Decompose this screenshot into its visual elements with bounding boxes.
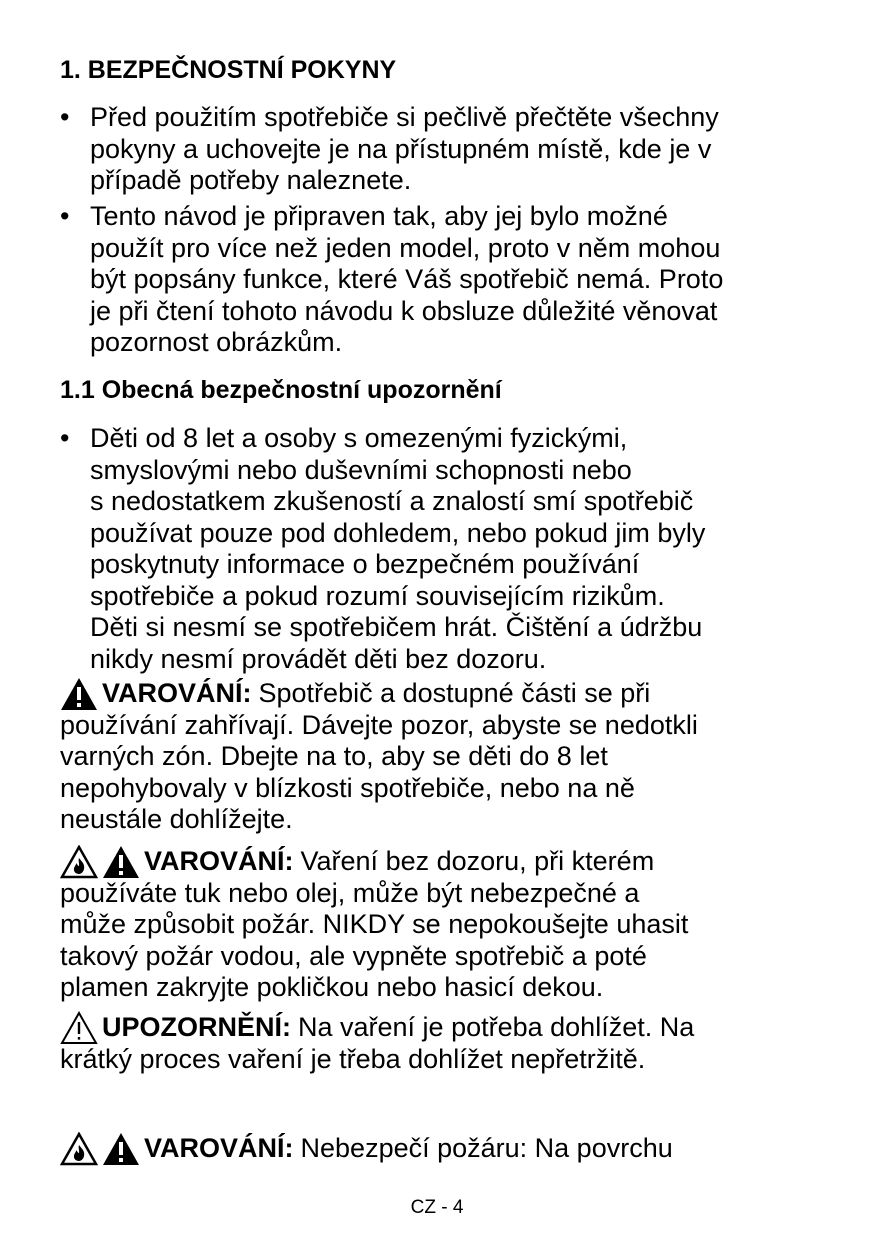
fire-hazard-icon [60,845,98,879]
subsection-heading: 1.1 Obecná bezpečnostní upozornění [60,376,502,404]
bullet-text [90,423,705,675]
warning-label: VAROVÁNÍ: [144,1133,294,1163]
warning-icon [60,677,98,711]
warning-text: Vaření bez dozoru, při kterém [300,846,655,876]
warning-text: Nebezpečí požáru: Na povrchu [300,1133,673,1163]
text-line: být popsány funkce, které Váš spotřebič nemá. Proto [90,264,724,294]
warning-paragraph [60,846,688,1004]
text-line: používání zahřívají. Dávejte pozor, abyste se nedotkli [60,709,698,740]
caution-icon [60,1011,98,1045]
text-line: nepohybovaly v blízkosti spotřebiče, nebo na ně [60,772,635,803]
caution-label: UPOZORNĚNÍ: [102,1012,291,1042]
caution-paragraph [60,1012,694,1075]
text-line: takový požár vodou, ale vypněte spotřebič a poté [60,940,647,971]
text-line: s nedostatkem zkušeností a znalostí smí spotřebič [90,486,694,516]
warning-icon [102,845,140,879]
text-line: Před použitím spotřebiče si pečlivě přečtěte všechny [90,102,719,132]
warning-paragraph [60,1133,673,1165]
text-line: krátký proces vaření je třeba dohlížet nepřetržitě. [60,1043,646,1074]
text-line: pokyny a uchovejte je na přístupném místě, kde je v [90,133,712,164]
bullet-symbol: • [60,201,70,231]
text-line: Tento návod je připraven tak, aby jej bylo možné [90,201,668,231]
text-line: může způsobit požár. NIKDY se nepokoušejte uhasit [60,909,689,939]
text-line: nikdy nesmí provádět děti bez dozoru. [90,643,547,674]
warning-label: VAROVÁNÍ: [102,678,252,708]
caution-text: Na vaření je potřeba dohlížet. Na [298,1012,695,1042]
page-number: CZ - 4 [410,1197,464,1218]
text-line: varných zón. Dbejte na to, aby se děti do 8 let [60,741,608,771]
text-line: používat pouze pod dohledem, nebo pokud jim byly [90,517,706,548]
text-line: použít pro více než jeden model, proto v něm mohou [90,232,721,263]
text-line: plamen zakryjte pokličkou nebo hasicí dekou. [60,972,604,1002]
text-line: poskytnuty informace o bezpečném používání [90,549,640,579]
fire-hazard-icon [60,1132,98,1166]
bullet-text [90,201,723,359]
section-heading: 1. BEZPEČNOSTNÍ POKYNY [60,56,397,84]
text-line: neustále dohlížejte. [60,804,293,834]
warning-icon [102,1132,140,1166]
text-line: spotřebiče a pokud rozumí souvisejícím rizikům. [90,580,665,611]
warning-label: VAROVÁNÍ: [144,846,294,876]
warning-text: Spotřebič a dostupné části se při [258,678,651,708]
text-line: je při čtení tohoto návodu k obsluze důležité věnovat [90,295,718,326]
text-line: Děti od 8 let a osoby s omezenými fyzickými, [90,423,628,453]
bullet-symbol: • [60,102,70,132]
text-line: případě potřeby naleznete. [90,165,412,195]
warning-paragraph [60,678,698,836]
text-line: pozornost obrázkům. [90,327,343,357]
text-line: používáte tuk nebo olej, může být nebezpečné a [60,877,640,908]
text-line: smyslovými nebo duševními schopnosti nebo [90,454,632,485]
bullet-text [90,102,719,197]
text-line: Děti si nesmí se spotřebičem hrát. Čištění a údržbu [90,612,703,642]
bullet-symbol: • [60,423,70,453]
